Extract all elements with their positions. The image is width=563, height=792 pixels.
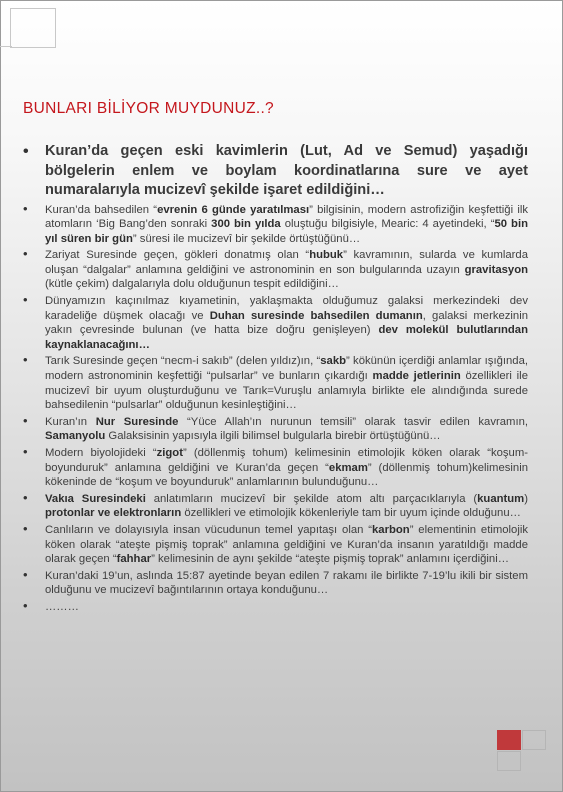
bold-text: protonlar ve elektronların — [45, 507, 182, 520]
corner-frame-top-left — [10, 8, 56, 48]
list-item — [20, 354, 528, 412]
text: ” kelimesinin de aynı şekilde “ateşte pişmiş toprak” anlamını içerdiğini… — [151, 553, 510, 566]
bold-text: kuantum — [477, 492, 525, 505]
text: Kuran’da bahsedilen “ — [45, 203, 158, 216]
text: Dünyamızın kaçınılmaz kıyametinin, yaklaşmakta olduğumuz galaksi merkezindeki dev karadeliğe düşmek olacağı ve — [45, 295, 528, 322]
bold-text: dev molekül bulutlarından kaynaklanacağını… — [45, 324, 528, 351]
text: özellikleri ve etimolojik kökenleriyle tam bir uyum içinde olduğunu… — [181, 507, 521, 520]
text: anlatımların mucizevî bir şekilde atom altı parçacıklarıyla ( — [145, 492, 478, 505]
lead-list-item — [20, 142, 528, 201]
bold-text: evrenin 6 günde yaratılması — [157, 203, 310, 216]
bold-text: 50 bin yıl süren bir gün — [45, 218, 528, 245]
list-item — [20, 248, 528, 292]
text: Zariyat Suresinde geçen, gökleri donatmış olan “ — [45, 249, 310, 262]
text: Canlıların ve dolayısıyla insan vücudunun temel yapıtaşı olan “ — [45, 523, 373, 536]
text: ) — [524, 492, 528, 505]
text: Modern biyolojideki “ — [45, 447, 157, 459]
bullet-icon: • — [23, 597, 28, 613]
bold-text: sakb — [320, 355, 347, 368]
bullet-icon: • — [23, 444, 28, 459]
text: (kütle çekim) dalgalarıyla dolu olduğunun tespit edildiğini… — [45, 278, 339, 291]
text: oluştuğu bilgisiyle, Mearic: 4 ayetindeki, “ — [280, 218, 495, 231]
text: ” (döllenmiş tohum)kelimesinin kökeninde de “koşum ve boyunduruk” anlamlarının bulunduğunu… — [45, 461, 528, 489]
bold-text: madde jetlerinin — [372, 370, 461, 383]
bold-text: 300 bin yılda — [211, 218, 281, 231]
bold-text: fahhar — [116, 553, 152, 566]
bullet-icon: • — [23, 246, 28, 262]
outline-square-decoration — [522, 730, 546, 750]
corner-decoration-bottom-right — [497, 730, 548, 771]
list-item — [20, 446, 528, 490]
list-item — [20, 412, 529, 444]
list-item — [20, 489, 528, 521]
text: ” bilgisinin, modern astrofiziğin keşfettiği ilk atomların ‘Big Bang’den sonraki — [45, 203, 528, 231]
text: Kuran’da geçen eski kavimlerin (Lut, Ad ve Semud) yaşadığı bölgelerin enlem ve boylam koordinatlarına sure ve ayet numaralarıyla mucizevî şekilde işaret edildiğini… — [45, 143, 528, 198]
bullet-icon: • — [23, 200, 28, 216]
fact-list — [20, 142, 528, 617]
list-item — [20, 294, 528, 352]
text: ” kavramının, sularda ve kumlarda oluşan “dalgalar” anlamına geldiğini ve astronominin en son bulgularında uzayın — [45, 249, 528, 276]
text: Kuran’daki 19’un, aslında 15:87 ayetinde beyan edilen 7 rakamı ile birlikte 7-19’lu ikili bir sistem olduğunu ve mucizevî bağıntılarının ortaya konduğunu… — [45, 569, 528, 597]
text: Galaksisinin yapısıyla ilgili bilimsel bulgularla birebir örtüştüğünü… — [105, 430, 441, 443]
bold-text: Samanyolu — [45, 430, 106, 443]
bullet-icon: • — [23, 566, 28, 582]
bullet-icon: • — [23, 520, 28, 536]
bullet-icon: • — [23, 352, 28, 368]
list-item — [20, 200, 528, 247]
bold-text: ekmam — [328, 461, 368, 474]
bullet-icon: • — [23, 143, 29, 160]
bold-text: Nur Suresinde — [95, 415, 179, 428]
page-title: BUNLARI BİLİYOR MUYDUNUZ..? — [23, 100, 274, 117]
text: , galaksi merkezinin yakın çevresinde bulunan (ve hatta bize doğru genişleyen) — [45, 309, 529, 337]
text: Kuran’ın — [45, 415, 96, 428]
bold-text: hubuk — [309, 249, 344, 262]
text: ……… — [45, 600, 79, 613]
text: Tarık Suresinde geçen “necm-i sakıb” (delen yıldız)ın, “ — [45, 355, 321, 368]
list-item — [20, 566, 528, 598]
text: özellikleri ile mucizevî bir uyum oluşturduğunu ve Tarık=Vuruşlu anlamıyla birlikte ele alındığında surede bahsedilenin “pulsarlar” olduğunun kesinleştiğini… — [45, 370, 528, 412]
bold-text: Duhan suresinde bahsedilen dumanın — [209, 309, 423, 322]
bold-text: gravitasyon — [464, 263, 528, 276]
list-item — [20, 597, 528, 615]
text: ” kökünün içerdiği anlamlar ışığında, modern astronominin keşfettiği “pulsarlar” ve bunların çıkardığı — [45, 355, 528, 383]
bold-text: Vakıa Suresindeki — [45, 492, 146, 505]
bold-text: karbon — [372, 523, 410, 536]
bullet-icon: • — [23, 292, 28, 308]
bullet-icon: • — [23, 412, 28, 428]
text: ” (döllenmiş tohum) kelimesinin etimolojik köken olarak “koşum-boyunduruk” anlamına geldiğini ve Kuran’da geçen “ — [45, 447, 529, 474]
bullet-icon: • — [23, 489, 28, 505]
bold-text: zigot — [156, 447, 183, 459]
red-square-decoration — [497, 730, 521, 750]
text: “Yüce Allah’ın nurunun temsili” olarak tasvir edilen kavramın, — [178, 415, 529, 428]
list-item — [20, 520, 528, 567]
text: ” süresi ile mucizevî bir şekilde örtüştüğünü… — [132, 232, 361, 245]
outline-square-decoration — [497, 751, 521, 771]
text: ” elementinin etimolojik köken olarak “ateşte pişmiş toprak” anlamına geldiğini ve Kuran’da insanın yaratıldığı madde olarak geçen “ — [45, 523, 528, 566]
